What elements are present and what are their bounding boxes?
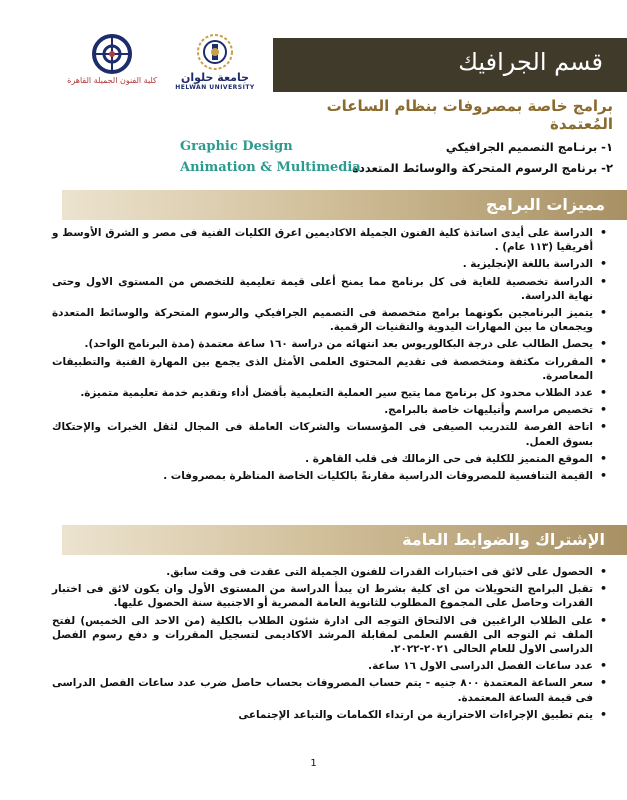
list-item: • الموقع المتميز للكلية فى حى الزمالك فى قلب القاهرة .: [52, 452, 607, 466]
enrollment-heading: الإشتراك والضوابط العامة: [402, 530, 605, 549]
list-item: • على الطلاب الراغبين فى الالتحاق التوجه الى ادارة شئون الطلاب بالكلية (من الاحد الى الخميس) لفتح الملف ثم التوجه الى القسم العلمى لمقابلة المرشد الاكاديمى لتسجيل المقررات و دفع رسوم الفصل الدراسى الاول للعام الحالى ٢٠٢١-٢٠٢٢.: [52, 614, 607, 657]
program-2-en: Animation & Multimedia: [180, 160, 361, 175]
features-heading-band: [62, 190, 627, 220]
list-item: • الحصول على لائق فى اختبارات القدرات للفنون الجميلة التى عقدت فى وقت سابق.: [52, 565, 607, 579]
page-number: 1: [310, 758, 317, 769]
list-item: • الدراسة على أيدى اساتذة كلية الفنون الجميلة الاكاديمين اعرق الكليات الفنية فى مصر و الشرق الأوسط و أفريقيا (١١٣ عام) .: [52, 226, 607, 254]
program-1-en: Graphic Design: [180, 139, 293, 154]
list-item: • تقبل البرامج التحويلات من اى كلية بشرط ان يبدأ الدراسة من المستوى الأول وان يكون لائق فى اختبار القدرات وحاصل على المجموع المطلوب للثانوية العامة المصرية أو الاجنبية سنة الحصول عليها.: [52, 582, 607, 610]
program-1-ar: ١- برنـامج التصميم الجرافيكي: [445, 140, 613, 154]
list-item: • سعر الساعة المعتمدة ٨٠٠ جنيه - يتم حساب المصروفات بحساب حاصل ضرب عدد ساعات الفصل الدراسى فى قيمة الساعة المعتمدة.: [52, 676, 607, 704]
university-logo-caption: جامعة حلوان: [180, 71, 250, 84]
program-2-ar: ٢- برنامج الرسوم المتحركة والوسائط المتعددة: [352, 161, 613, 175]
university-emblem-icon: [195, 32, 235, 72]
faculty-logo: [62, 32, 162, 108]
list-item: • المقررات مكثفة ومتخصصة فى تقديم المحتوى العلمى الأمثل الذى يجمع بين المهارة الفنية والتطبيقات المعاصرة.: [52, 355, 607, 383]
list-item: • يتم تطبيق الإجراءات الاحترازية من ارتداء الكمامات والتباعد الإجتماعى: [52, 708, 607, 722]
list-item: • عدد ساعات الفصل الدراسى الاول ١٦ ساعة.: [52, 659, 607, 673]
list-item: • الدراسة باللغة الإنجليزية .: [52, 257, 607, 271]
list-item: • القيمة التنافسية للمصروفات الدراسية مقارنةً بالكليات الخاصة المناظرة بمصروفات .: [52, 469, 607, 483]
page-subtitle: برامج خاصة بمصروفات بنظام الساعات المُعتمدة: [326, 97, 613, 133]
features-list: [52, 226, 607, 483]
list-item: • اتاحة الفرصة للتدريب الصيفى فى المؤسسات والشركات العاملة فى المجال لثقل الخبرات والإحتكاك بسوق العمل.: [52, 420, 607, 448]
list-item: • عدد الطلاب محدود كل برنامج مما يتيح سير العملية التعليمية بأفضل أداء وتقديم خدمة تعليمية متميزة.: [52, 386, 607, 400]
list-item: • يتميز البرنامجين بكونهما برامج متخصصة فى التصميم الجرافيكي والرسوم المتحركة والوسائط المتعددة ويجمعان ما بين المهارات اليدوية والتقنيات الرقمية.: [52, 306, 607, 334]
department-title-bar: [273, 38, 627, 92]
list-item: • الدراسة تخصصية للغاية فى كل برنامج مما يمنح أعلى قيمة تعليمية للتخصص من المستوى الاول وحتى نهاية الدراسة.: [52, 275, 607, 303]
features-heading: مميزات البرامج: [485, 195, 605, 214]
logos: [62, 32, 255, 108]
enrollment-list: [52, 565, 607, 722]
faculty-logo-caption: كلية الفنون الجميلة القاهرة: [67, 76, 157, 85]
enrollment-heading-band: [62, 525, 627, 555]
department-title: قسم الجرافيك: [458, 48, 603, 76]
faculty-emblem-icon: [90, 32, 134, 76]
university-logo-caption-en: HELWAN UNIVERSITY: [175, 84, 255, 91]
list-item: • يحصل الطالب على درجة البكالوريوس بعد انتهائه من دراسة ١٦٠ ساعة معتمدة (مدة البرنامج الواحد).: [52, 337, 607, 351]
university-logo: [174, 32, 256, 108]
list-item: • تخصيص مراسم وأتيليهات خاصة بالبرامج.: [52, 403, 607, 417]
